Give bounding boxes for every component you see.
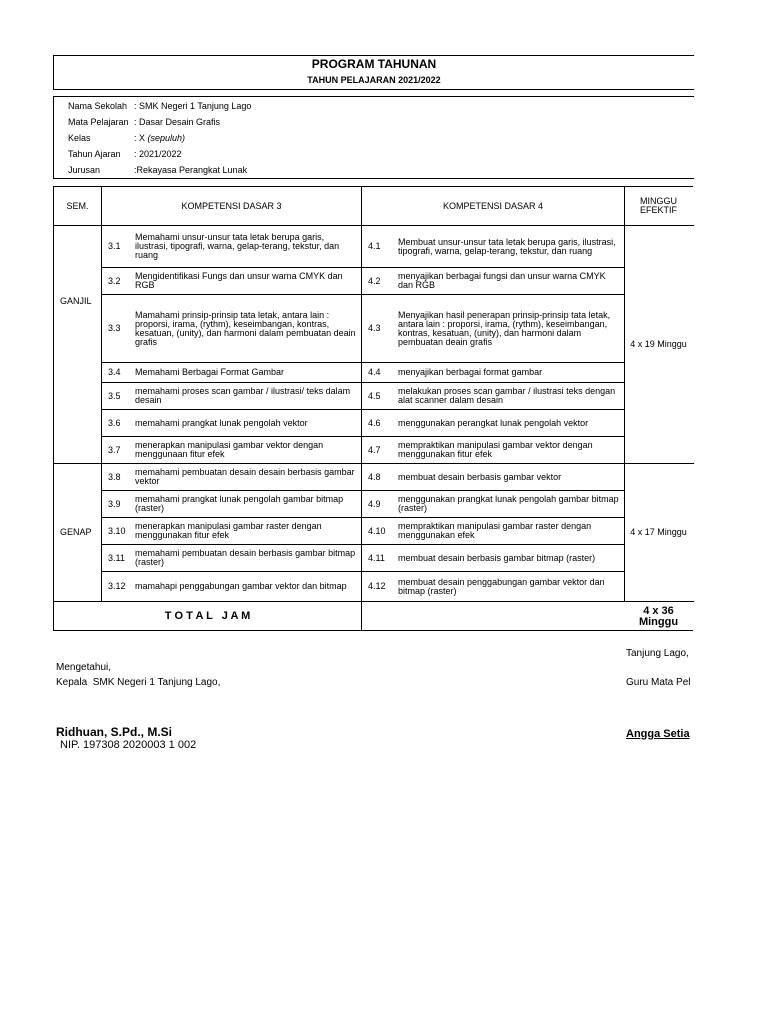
total-jam-label: T O T A L J A M [164, 610, 251, 622]
kd3-number: 3.4 [108, 367, 121, 377]
kd3-number: 3.11 [108, 552, 125, 563]
kd4-text: membuat desain penggabungan gambar vektor dan bitmap (raster) [398, 576, 605, 596]
kd4-text: mempraktikan manipulasi gambar raster dengan menggunakan efek [398, 521, 592, 540]
header-sem: SEM. [66, 200, 89, 211]
kd3-number: 3.6 [108, 417, 121, 428]
kd3-number: 3.9 [108, 498, 121, 509]
info-value-italic: (sepuluh) [147, 133, 186, 143]
info-value: :Rekayasa Perangkat Lunak [134, 165, 248, 175]
header-minggu-efektif: MINGGU EFEKTIF [639, 196, 677, 215]
kd3-text: menerapkan manipulasi gambar vektor dengan menggunaan fitur efek [135, 440, 324, 459]
info-value: : Dasar Desain Grafis [134, 117, 221, 127]
info-label: Jurusan [68, 165, 101, 175]
semester-ganjil: GANJIL [60, 296, 92, 306]
kd3-text: Memahami unsur-unsur tata letak berupa garis, ilustrasi, tipografi, warna, gelap-terang, tekstur, dan ruang [135, 232, 340, 260]
kd3-text: memahami pembuatan desain berbasis gambar bitmap (raster) [135, 548, 356, 567]
signature-kepala-sekolah-name: Ridhuan, S.Pd., M.Si [56, 725, 173, 739]
kd3-number: 3.12 [108, 581, 126, 591]
kd4-number: 4.7 [368, 444, 381, 455]
signature-place: Tanjung Lago, [626, 648, 689, 659]
info-value: : SMK Negeri 1 Tanjung Lago [134, 101, 252, 111]
info-label: Mata Pelajaran [68, 117, 129, 127]
header-kd3: KOMPETENSI DASAR 3 [181, 200, 282, 211]
kd4-text: Membuat unsur-unsur tata letak berupa garis, ilustrasi, tipografi, warna, gelap-terang, tekstur, dan ruang [398, 236, 616, 256]
kd3-number: 3.7 [108, 444, 121, 455]
kd4-number: 4.4 [368, 367, 381, 377]
kd4-text: menggunakan prangkat lunak pengolah gambar bitmap (raster) [398, 494, 619, 513]
kd3-number: 3.10 [108, 525, 126, 536]
kd4-text: membuat desain berbasis gambar bitmap (raster) [398, 552, 596, 563]
total-jam-value: 4 x 36 Minggu [638, 604, 679, 628]
kd3-number: 3.2 [108, 275, 121, 286]
kd4-text: melakukan proses scan gambar / ilustrasi teks dengan alat scanner dalam desain [398, 386, 616, 405]
kd4-number: 4.11 [368, 552, 385, 563]
kd4-number: 4.9 [368, 498, 381, 509]
kd4-number: 4.12 [368, 581, 386, 591]
signature-kepala-sekolah-nip: NIP. 197308 2020003 1 002 [60, 739, 197, 751]
kd3-text: memahami pembuatan desain desain berbasis gambar vektor [135, 467, 355, 486]
kd3-number: 3.8 [108, 471, 121, 482]
kd3-text: memahami proses scan gambar / ilustrasi/ teks dalam desain [135, 386, 351, 405]
info-nama-sekolah [68, 101, 251, 111]
kd4-text: Menyajikan hasil penerapan prinsip-prinsip tata letak, antara lain : proporsi, irama, (rythm), keseimbangan, kontras, kesatuan, (unity), dan harmoni dalam pembuatan deain grafis [398, 309, 611, 347]
kd4-text: menyajikan berbagai format gambar [398, 367, 543, 377]
kd4-text: mempraktikan manipulasi gambar vektor dengan menggunakan fitur efek [398, 440, 593, 459]
minggu-ganjil: 4 x 19 Minggu [630, 339, 687, 349]
semester-genap: GENAP [60, 527, 92, 537]
kd4-number: 4.5 [368, 390, 381, 401]
info-label: Kelas [68, 133, 91, 143]
info-value: : X [134, 133, 148, 143]
kd3-number: 3.3 [108, 323, 121, 333]
kd4-number: 4.1 [368, 241, 381, 251]
info-mata-pelajaran [68, 117, 220, 127]
kd3-text: mamahapi penggabungan gambar vektor dan bitmap [135, 581, 347, 591]
signature-guru-name: Angga Setia [626, 728, 690, 740]
kd3-text: Mengidentifikasi Fungs dan unsur warna CMYK dan RGB [135, 271, 343, 290]
info-value: : 2021/2022 [134, 149, 182, 159]
school-info-box [53, 96, 694, 179]
kd3-number: 3.5 [108, 390, 121, 401]
kd4-text: membuat desain berbasis gambar vektor [398, 471, 562, 482]
kd3-number: 3.1 [108, 241, 121, 251]
info-kelas [68, 133, 185, 143]
title-box [53, 55, 694, 90]
kd4-number: 4.8 [368, 471, 381, 482]
signature-kepala-sekolah-role: Kepala SMK Negeri 1 Tanjung Lago, [56, 677, 221, 688]
kd4-number: 4.6 [368, 417, 381, 428]
signature-mengetahui: Mengetahui, [56, 662, 112, 673]
kd4-number: 4.2 [368, 275, 381, 286]
info-label: Nama Sekolah [68, 101, 128, 111]
document-title: PROGRAM TAHUNAN [311, 57, 437, 71]
info-label: Tahun Ajaran [68, 149, 121, 159]
signature-guru-role: Guru Mata Pel [626, 677, 691, 688]
kd4-text: menyajikan berbagai fungsi dan unsur warna CMYK dan RGB [398, 271, 606, 290]
kompetensi-table [53, 186, 693, 631]
header-kd4: KOMPETENSI DASAR 4 [442, 200, 544, 211]
kd3-text: menerapkan manipulasi gambar raster dengan menggunakan fitur efek [135, 521, 322, 540]
kd4-number: 4.3 [368, 323, 381, 333]
kd3-text: Mamahami prinsip-prinsip tata letak, antara lain : proporsi, irama, (rythm), keseimbangan, kontras, kesatuan, (unity), dan harmoni dalam pembuatan deain grafis [135, 309, 356, 347]
document-subtitle: TAHUN PELAJARAN 2021/2022 [307, 75, 441, 85]
kd4-text: menggunakan perangkat lunak pengolah vektor [398, 417, 589, 428]
kd4-number: 4.10 [368, 525, 386, 536]
minggu-genap: 4 x 17 Minggu [630, 527, 687, 537]
kd3-text: memahami prangkat lunak pengolah gambar bitmap (raster) [135, 494, 344, 513]
kd3-text: Memahami Berbagai Format Gambar [135, 367, 285, 377]
info-jurusan [68, 165, 247, 175]
info-tahun-ajaran [68, 149, 182, 159]
kd3-text: memahami prangkat lunak pengolah vektor [135, 417, 308, 428]
